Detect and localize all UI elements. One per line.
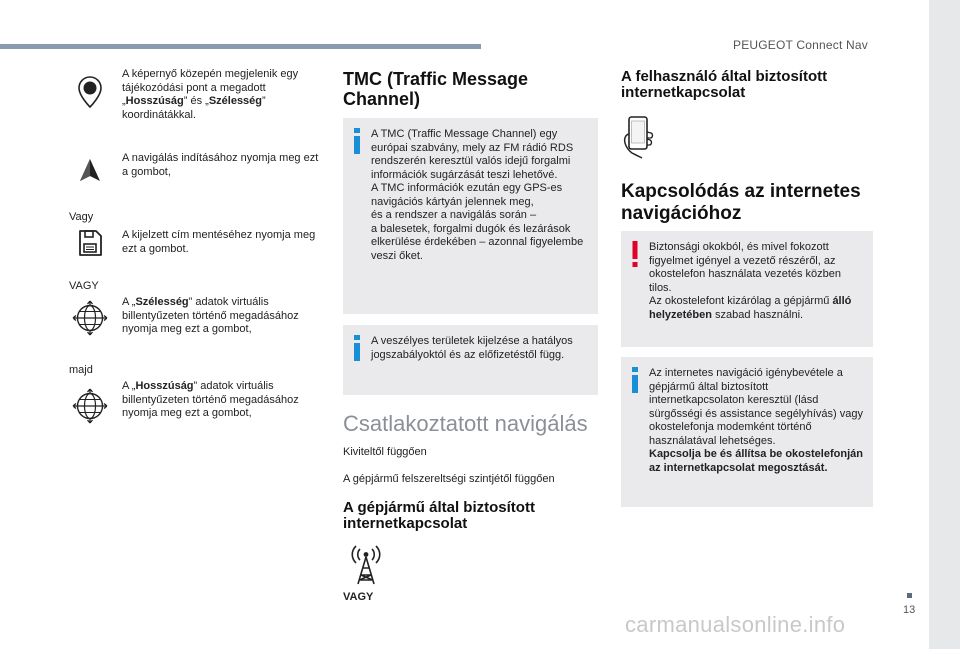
longitude-description: A „Hosszúság” adatok virtuális billentyűzeten történő megadásához nyomja meg ezt a gombot, — [122, 380, 299, 419]
version-note: Kiviteltől függően — [343, 446, 427, 458]
navigate-description: A navigálás indításához nyomja meg ezt a gombot, — [122, 152, 319, 178]
tmc-info-text: A TMC (Traffic Message Channel) egy európai szabvány, mely az FM rádió RDS rendszerén keresztül valós idejű forgalmi információk sugárzását teszi lehetővé. A TMC információk ezután egy GPS-es navigációs kártyán jelennek meg, és a rendszer a navigálás során – a balesetek, forgalmi dugók és lezárások elkerülése érdekében – azonnal figyelembe veszi őket. — [371, 128, 584, 262]
vehicle-connection-heading: A gépjármű által biztosított internetkapcsolat — [343, 499, 535, 532]
brand-name: PEUGEOT Connect Nav — [733, 38, 868, 52]
separator-vagy: Vagy — [69, 211, 94, 223]
page-marker — [907, 593, 912, 598]
info-icon — [631, 367, 639, 393]
user-connection-heading: A felhasználó által biztosított internetkapcsolat — [621, 68, 828, 101]
header-rule — [0, 44, 481, 49]
pin-description: A képernyő közepén megjelenik egy tájékozódási pont a megadott „Hosszúság” és „Szélesség” koordinátákkal. — [122, 68, 299, 121]
watermark: carmanualsonline.info — [625, 612, 846, 637]
globe-longitude-icon — [72, 388, 108, 424]
hazard-info-box — [343, 325, 598, 395]
save-description: A kijelzett cím mentéséhez nyomja meg ezt a gombot. — [122, 229, 316, 255]
tmc-heading: TMC (Traffic Message Channel) — [343, 69, 529, 109]
location-pin-icon — [78, 76, 102, 108]
separator-vagy-upper: VAGY — [69, 280, 99, 292]
connect-heading: Kapcsolódás az internetes navigációhoz — [621, 181, 861, 224]
tmc-info-box — [343, 118, 598, 314]
internet-nav-info-text: Az internetes navigáció igénybevétele a gépjármű által biztosított internetkapcsolaton keresztül (lásd sürgősségi és assistance segélyhívás) vagy okostelefonja modemként történő használatával lehetséges. Kapcsolja be és állítsa be okostelefonján az internetkapcsolat megosztását. — [649, 367, 863, 474]
navigate-arrow-icon — [79, 158, 101, 182]
safety-warning-box — [621, 231, 873, 347]
save-icon — [77, 229, 103, 257]
connected-nav-heading: Csatlakoztatott navigálás — [343, 411, 588, 436]
info-icon — [353, 335, 361, 361]
vagy-label: VAGY — [343, 591, 374, 603]
internet-nav-info-box — [621, 357, 873, 507]
warning-exclamation-icon — [631, 241, 639, 267]
info-icon — [353, 128, 361, 154]
trim-note: A gépjármű felszereltségi szintjétől függően — [343, 473, 555, 485]
page-number: 13 — [903, 604, 916, 616]
hazard-info-text: A veszélyes területek kijelzése a hatályos jogszabályoktól és az előfizetéstől függ. — [371, 335, 573, 361]
side-strip — [929, 0, 960, 649]
separator-majd: majd — [69, 364, 93, 376]
latitude-description: A „Szélesség” adatok virtuális billentyűzeten történő megadásához nyomja meg ezt a gombot, — [122, 296, 299, 335]
antenna-tower-icon — [348, 545, 384, 585]
smartphone-hand-icon — [620, 114, 656, 160]
safety-warning-text: Biztonsági okokból, és mivel fokozott figyelmet igényel a vezető részéről, az okostelefon használata vezetés közben tilos. Az okostelefont kizárólag a gépjármű álló helyzetében szabad használni. — [649, 241, 852, 321]
globe-latitude-icon — [72, 300, 108, 336]
